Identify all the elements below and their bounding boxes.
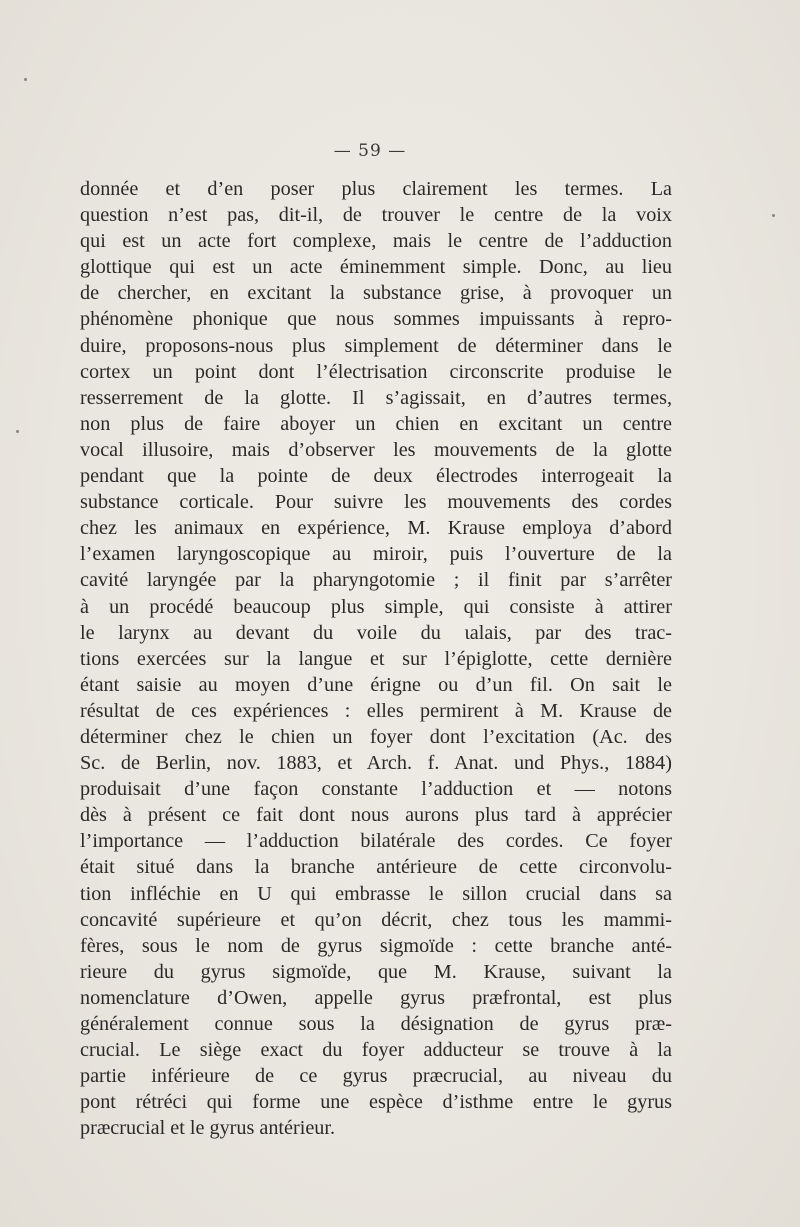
text-line: était situé dans la branche antérieure de cette circonvolu- [80,856,672,879]
text-line: dès à présent ce fait dont nous aurons plus tard à apprécier [80,804,672,827]
text-line: non plus de faire aboyer un chien en excitant un centre [80,412,672,435]
text-line: de chercher, en excitant la substance grise, à provoquer un [80,282,672,305]
page-number: — 59 — [333,141,407,161]
text-line: donnée et d’en poser plus clairement les termes. La [80,178,672,200]
text-line: l’examen laryngoscopique au miroir, puis l’ouverture de la [80,543,672,566]
text-line: vocal illusoire, mais d’observer les mouvements de la glotte [80,438,672,461]
text-line: rieure du gyrus sigmoïde, que M. Krause, suivant la [80,960,672,983]
text-line: glottique qui est un acte éminemment simple. Donc, au lieu [80,256,672,279]
text-line: fères, sous le nom de gyrus sigmoïde : cette branche anté- [80,934,672,957]
text-line: résultat de ces expériences : elles permirent à M. Krause de [80,699,672,722]
text-line: phénomène phonique que nous sommes impuissants à repro- [80,308,672,331]
text-line: præcrucial et le gyrus antérieur. [80,1117,336,1140]
text-line: chez les animaux en expérience, M. Krause employa d’abord [80,517,672,540]
text-line: le larynx au devant du voile du ɩalais, par des trac- [80,621,672,644]
text-line: pont rétréci qui forme une espèce d’isthme entre le gyrus [80,1091,672,1114]
text-line: cortex un point dont l’électrisation circonscrite produise le [80,360,672,383]
text-line: substance corticale. Pour suivre les mouvements des cordes [80,491,672,514]
body-text [80,176,672,1141]
text-line: duire, proposons-nous plus simplement de déterminer dans le [80,334,672,357]
paper-speck [24,78,27,81]
text-line: cavité laryngée par la pharyngotomie ; il finit par s’arrêter [80,569,672,592]
paper-speck [772,214,775,217]
text-line: généralement connue sous la désignation de gyrus præ- [80,1013,672,1035]
text-line: partie inférieure de ce gyrus præcrucial, au niveau du [80,1065,672,1088]
text-line: qui est un acte fort complexe, mais le centre de l’adduction [80,230,672,253]
text-line: à un procédé beaucoup plus simple, qui consiste à attirer [80,595,672,618]
text-line: resserrement de la glotte. Il s’agissait, en d’autres termes, [80,386,672,409]
text-line: l’importance — l’adduction bilatérale des cordes. Ce foyer [80,830,672,853]
text-line: produisait d’une façon constante l’adduction et — notons [80,778,672,801]
paper-speck [16,430,19,433]
text-line: nomenclature d’Owen, appelle gyrus præfrontal, est plus [80,986,672,1009]
text-line: crucial. Le siège exact du foyer adducteur se trouve à la [80,1039,672,1062]
text-line: concavité supérieure et qu’on décrit, chez tous les mammi- [80,908,672,931]
text-line: tions exercées sur la langue et sur l’épiglotte, cette dernière [80,647,672,670]
text-line: pendant que la pointe de deux électrodes interrogeait la [80,465,672,488]
text-line: question n’est pas, dit-il, de trouver le centre de la voix [80,204,672,227]
text-line: Sc. de Berlin, nov. 1883, et Arch. f. Anat. und Phys., 1884) [80,752,672,775]
text-line: étant saisie au moyen d’une érigne ou d’un fil. On sait le [80,673,672,696]
text-line: déterminer chez le chien un foyer dont l’excitation (Ac. des [80,725,672,748]
text-line: tion infléchie en U qui embrasse le sillon crucial dans sa [80,882,672,905]
